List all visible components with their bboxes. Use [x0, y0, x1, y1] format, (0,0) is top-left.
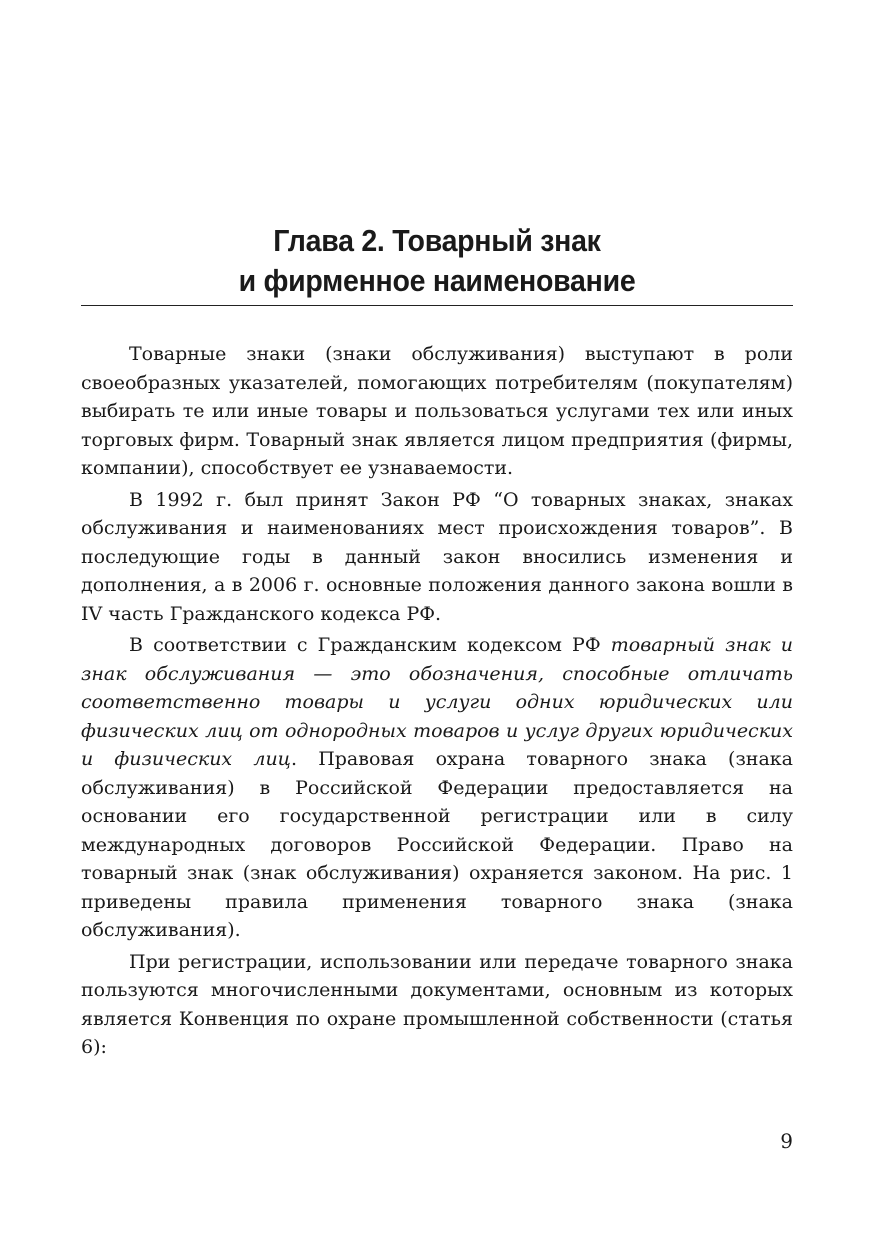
chapter-title-line-1: Глава 2. Товарный знак	[273, 223, 601, 258]
paragraph-3-rest: . Правовая охрана товарного знака (знака обслуживания) в Российской Федерации предоставляется на основании его государственной регистрации или в силу международных договоров Российской Федерации. Право на товарный знак (знак обслуживания) охраняется законом. На рис. 1 приведены правила применения товарного знака (знака обслуживания).	[81, 748, 793, 941]
paragraph-3-lead: В соответствии с Гражданским кодексом РФ	[129, 634, 611, 656]
trademark-definition: товарный знак и знак обслуживания — это обозначения, способные отличать соответственно товары и услуги одних юридических или физических лиц от однородных товаров и услуг других юридических и физических лиц	[81, 634, 793, 770]
page-number: 9	[780, 1129, 793, 1153]
paragraph-4: При регистрации, использовании или передаче товарного знака пользуются многочисленными документами, основным из которых является Конвенция по охране промышленной собственности (статья 6):	[81, 950, 793, 1058]
paragraph-1: Товарные знаки (знаки обслуживания) выступают в роли своеобразных указателей, помогающих потребителям (покупателям) выбирать те или иные товары и пользоваться услугами тех или иных торговых фирм. Товарный знак является лицом предприятия (фирмы, компании), способствует ее узнаваемости.	[81, 343, 793, 479]
chapter-title-line-2: и фирменное наименование	[238, 263, 636, 298]
paragraph-2: В 1992 г. был принят Закон РФ “О товарных знаках, знаках обслуживания и наименованиях мест происхождения товаров”. В последующие годы в данный закон вносились изменения и дополнения, а в 2006 г. основные положения данного закона вошли в IV часть Гражданского кодекса РФ.	[81, 488, 793, 625]
title-divider	[81, 305, 793, 306]
paragraph-3	[81, 631, 793, 945]
chapter-title	[109, 221, 764, 301]
body-text	[81, 340, 793, 1065]
